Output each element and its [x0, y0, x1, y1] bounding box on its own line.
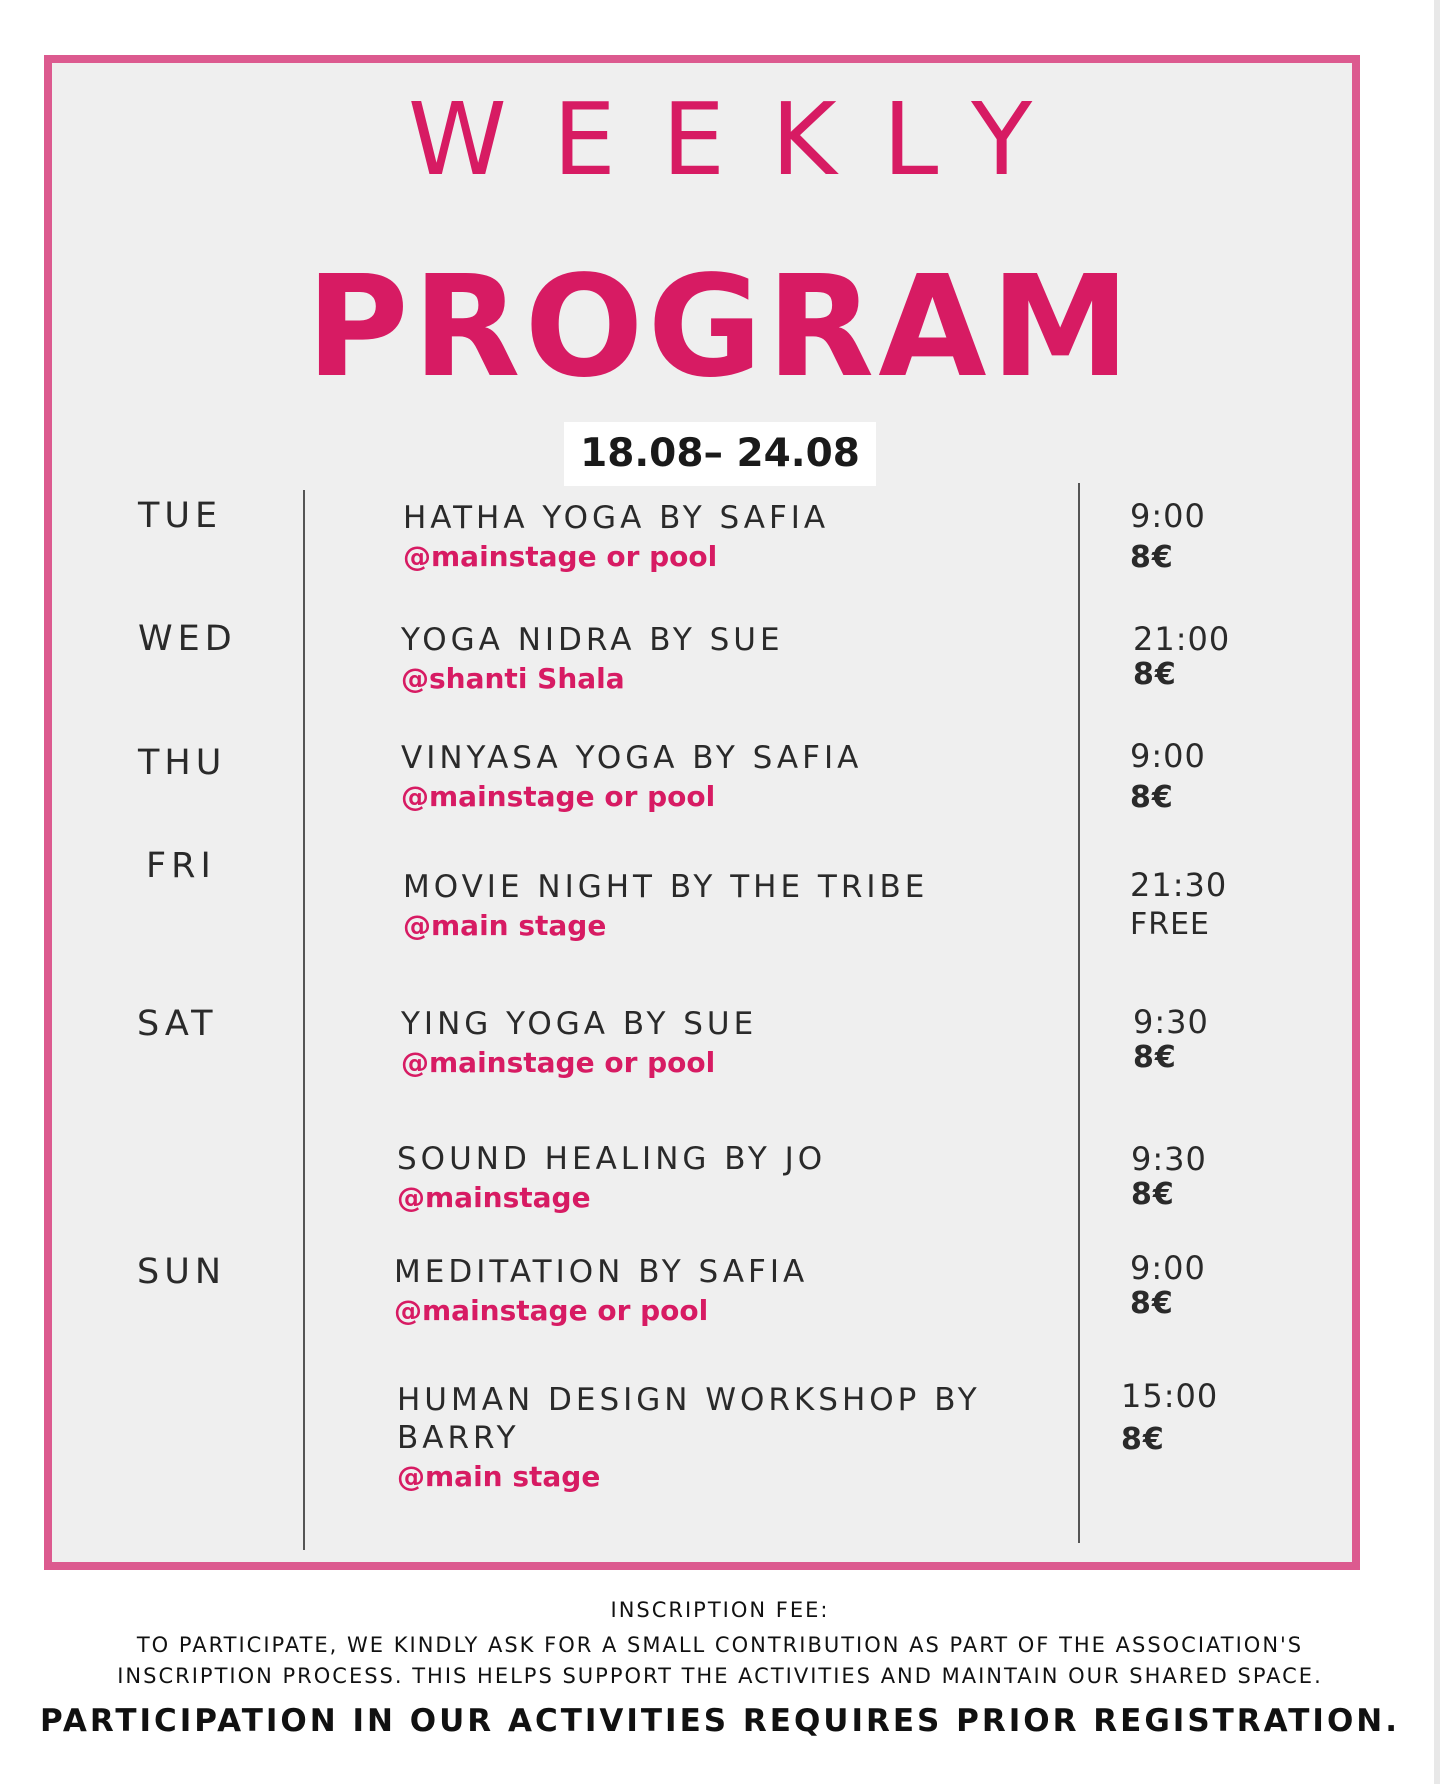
event-time: 9:30 [1133, 1003, 1209, 1041]
event-price: 8€ [1130, 780, 1174, 815]
fee-heading: INSCRIPTION FEE: [610, 1598, 830, 1622]
date-range-badge: 18.08– 24.08 [564, 422, 876, 486]
event-meta-hatha-yoga [1130, 498, 1206, 576]
day-label-tue: TUE [138, 496, 223, 536]
event-venue: @shanti Shala [401, 662, 625, 695]
event-venue: @mainstage or pool [401, 1046, 716, 1079]
title-program: PROGRAM [306, 246, 1134, 409]
event-time: 9:00 [1130, 1249, 1206, 1287]
event-price: 8€ [1133, 1040, 1177, 1075]
event-title: HUMAN DESIGN WORKSHOP BY BARRY [397, 1382, 981, 1456]
day-label-wed: WED [138, 619, 237, 659]
event-yoga-nidra [401, 621, 1041, 698]
event-meta-ying-yoga [1133, 1004, 1209, 1076]
fee-line-1: TO PARTICIPATE, WE KINDLY ASK FOR A SMALL CONTRIBUTION AS PART OF THE ASSOCIATION'S [136, 1633, 1304, 1657]
fee-line-2: INSCRIPTION PROCESS. THIS HELPS SUPPORT THE ACTIVITIES AND MAINTAIN OUR SHARED SPACE. [117, 1664, 1323, 1688]
event-time: 21:00 [1133, 620, 1231, 658]
event-meta-human-design [1121, 1378, 1218, 1458]
event-price: 8€ [1130, 540, 1174, 575]
event-price: 8€ [1121, 1422, 1165, 1457]
day-label-thu: THU [138, 743, 227, 783]
event-title: SOUND HEALING BY JO [397, 1141, 827, 1177]
event-price: FREE [1130, 907, 1211, 942]
event-title: YOGA NIDRA BY SUE [401, 622, 784, 658]
event-price: 8€ [1131, 1177, 1175, 1212]
event-venue: @mainstage [397, 1181, 591, 1214]
event-time: 9:00 [1130, 497, 1206, 535]
event-venue: @mainstage or pool [403, 540, 718, 573]
event-title: HATHA YOGA BY SAFIA [403, 500, 830, 536]
event-venue: @mainstage or pool [401, 780, 716, 813]
day-label-sat: SAT [137, 1004, 218, 1044]
event-meta-sound-healing [1131, 1141, 1207, 1213]
event-movie-night [403, 868, 1043, 945]
event-title: YING YOGA BY SUE [401, 1006, 758, 1042]
fee-description [0, 1630, 1440, 1692]
day-label-fri: FRI [146, 846, 216, 886]
event-time: 9:00 [1130, 737, 1206, 775]
event-vinyasa-yoga [401, 739, 1041, 816]
day-label-sun: SUN [137, 1252, 227, 1292]
event-venue: @mainstage or pool [394, 1294, 709, 1327]
event-time: 15:00 [1121, 1377, 1219, 1415]
event-title: MEDITATION BY SAFIA [394, 1254, 809, 1290]
day-column-divider [303, 490, 305, 1550]
time-column-divider [1078, 483, 1080, 1543]
event-venue: @main stage [397, 1460, 601, 1493]
event-ying-yoga [401, 1005, 1041, 1082]
registration-note: PARTICIPATION IN OUR ACTIVITIES REQUIRES PRIOR REGISTRATION. [39, 1703, 1401, 1739]
event-meta-vinyasa-yoga [1130, 738, 1206, 816]
event-time: 21:30 [1130, 866, 1228, 904]
event-title: VINYASA YOGA BY SAFIA [401, 740, 863, 776]
event-meta-movie-night [1130, 867, 1227, 943]
event-human-design [397, 1381, 997, 1496]
event-meta-yoga-nidra [1133, 621, 1230, 693]
event-time: 9:30 [1131, 1140, 1207, 1178]
event-hatha-yoga [403, 499, 1043, 576]
event-title: MOVIE NIGHT BY THE TRIBE [403, 869, 929, 905]
event-price: 8€ [1130, 1286, 1174, 1321]
event-sound-healing [397, 1140, 1037, 1217]
event-venue: @main stage [403, 909, 607, 942]
event-price: 8€ [1133, 657, 1177, 692]
title-weekly: WEEKLY [407, 81, 1079, 198]
event-meditation [394, 1253, 1034, 1330]
event-meta-meditation [1130, 1250, 1206, 1322]
